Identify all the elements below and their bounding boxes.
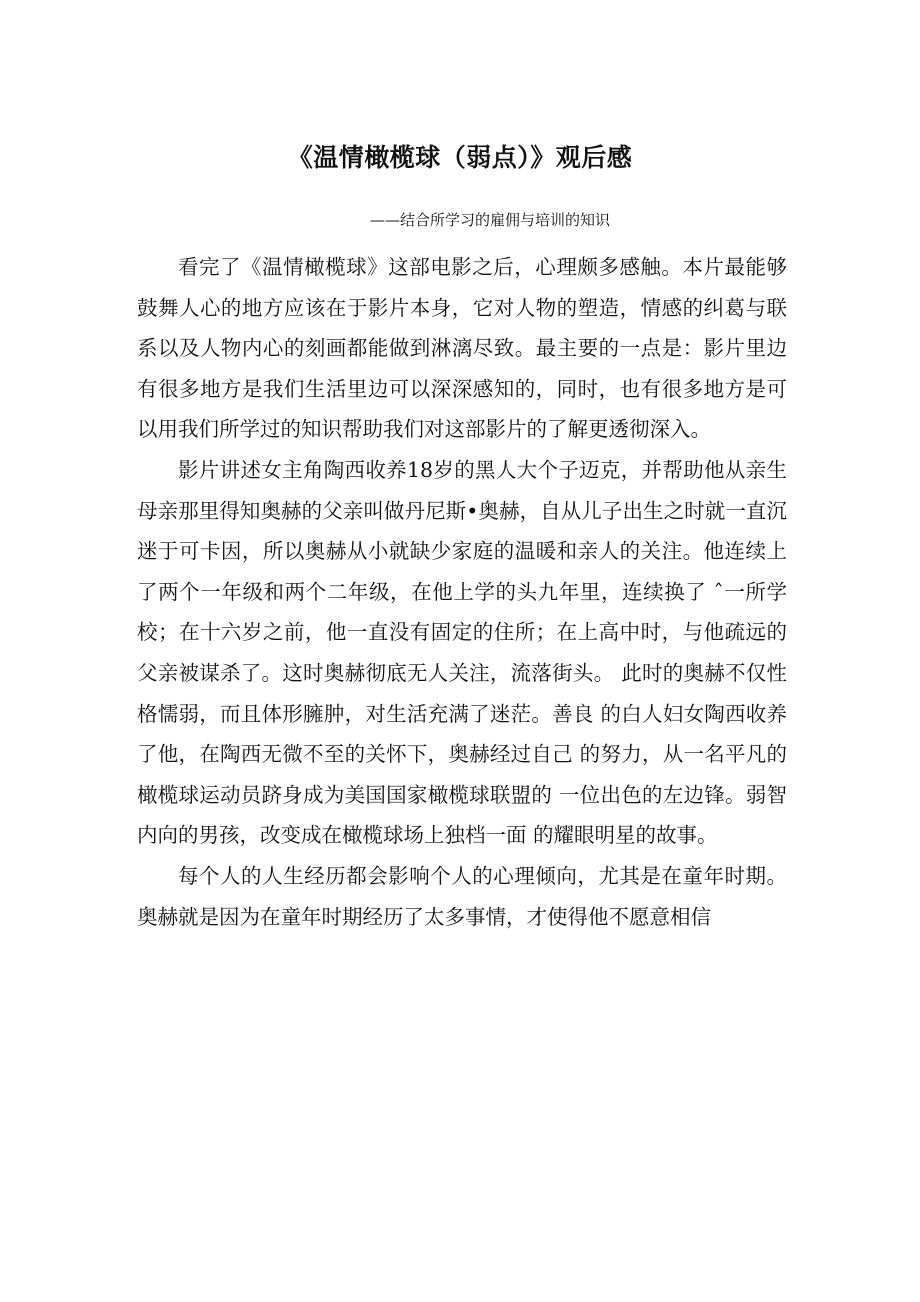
paragraph-1: 看完了《温情橄榄球》这部电影之后，心理颇多感触。本片最能够鼓舞人心的地方应该在于影片本身，它对人物的塑造，情感的纠葛与联系以及人物内心的刻画都能做到淋漓尽致。最主要的一点是：影片里边有很多地方是我们生活里边可以深深感知的，同时，也有很多地方是可以用我们所学过的知识帮助我们对这部影片的了解更透彻深入。	[137, 255, 787, 442]
document-title: 《温情橄榄球（弱点）》观后感	[287, 143, 633, 172]
paragraph-3: 每个人的人生经历都会影响个人的心理倾向，尤其是在童年时期。奥赫就是因为在童年时期经历了太多事情，才使得他不愿意相信	[137, 863, 787, 929]
document-body	[137, 247, 787, 937]
document-subtitle: ——结合所学习的雇佣与培训的知识	[370, 211, 611, 229]
paragraph-2: 影片讲述女主角陶西收养18岁的黑人大个子迈克，并帮助他从亲生母亲那里得知奥赫的父亲叫做丹尼斯•奥赫，自从儿子出生之时就一直沉迷于可卡因，所以奥赫从小就缺少家庭的温暖和亲人的关注。他连续上了两个一年级和两个二年级，在他上学的头九年里，连续换了 ˆ一所学校；在十六岁之前，他一直没有固定的住所；在上高中时，与他疏远的父亲被谋杀了。这时奥赫彻底无人关注，流落街头。 此时的奥赫不仅性格懦弱，而且体形臃肿，对生活充满了迷茫。善良 的白人妇女陶西收养了他，在陶西无微不至的关怀下，奥赫经过自己 的努力，从一名平凡的橄榄球运动员跻身成为美国国家橄榄球联盟的 一位出色的左边锋。弱智内向的男孩，改变成在橄榄球场上独档一面 的耀眼明星的故事。	[137, 457, 787, 848]
